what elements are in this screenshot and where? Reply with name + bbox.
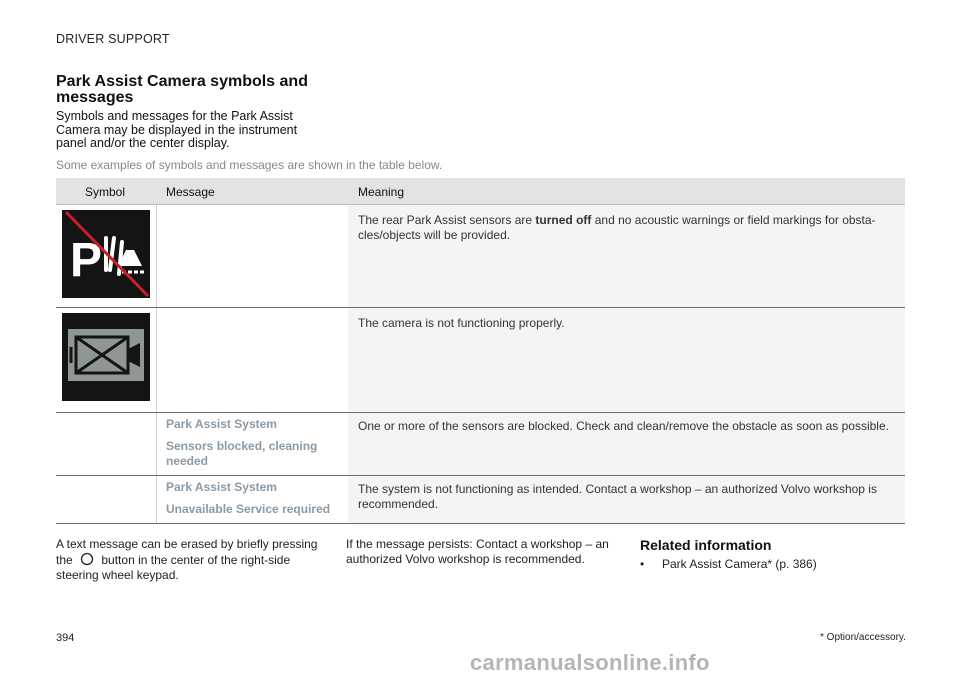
meaning-text: One or more of the sensors are blocked. Check and clean/remove the obstacle as soon as possible. [358, 419, 889, 433]
column-header-meaning: Meaning [358, 185, 405, 199]
section-header: DRIVER SUPPORT [56, 32, 170, 46]
table-header [56, 178, 905, 205]
message-cell [156, 205, 349, 307]
related-heading: Related information [640, 537, 772, 553]
message-cell [156, 413, 349, 475]
page-title: Park Assist Camera symbols and messages [56, 73, 308, 106]
table-row [56, 308, 905, 413]
watermark: carmanualsonline.info [470, 650, 710, 675]
column-header-symbol: Symbol [85, 185, 126, 199]
camera-malfunction-icon [62, 313, 150, 401]
message-body: Sensors blocked, cleaning needed [166, 439, 318, 468]
message-cell [156, 476, 349, 523]
table-lead-text: Some examples of symbols and messages are shown in the table below. [56, 158, 443, 172]
table-row [56, 413, 905, 476]
persist-message-text: If the message persists: Contact a workshop – an authorized Volvo workshop is recommended. [346, 537, 609, 566]
meaning-cell [348, 476, 905, 523]
meaning-cell [348, 413, 905, 475]
column-header-message: Message [166, 185, 215, 199]
related-link-label[interactable]: Park Assist Camera* (p. 386) [662, 557, 817, 571]
meaning-cell [348, 308, 905, 412]
o-button-icon [79, 552, 95, 566]
table-row [56, 205, 905, 308]
symbol-cell [56, 308, 157, 412]
symbol-cell [56, 205, 157, 307]
table-row [56, 476, 905, 524]
meaning-text: The camera is not functioning properly. [358, 316, 565, 330]
meaning-cell [348, 205, 905, 307]
message-cell [156, 308, 349, 412]
symbol-cell [56, 476, 157, 523]
page-number: 394 [56, 632, 75, 644]
intro-text: Symbols and messages for the Park Assist Camera may be displayed in the instrument panel and/or the center display. [56, 109, 298, 150]
message-title: Park Assist System [166, 480, 277, 494]
footnote: * Option/accessory. [820, 632, 906, 643]
related-link[interactable] [640, 557, 817, 571]
bullet: • [640, 557, 645, 571]
meaning-text: The rear Park Assist sensors are turned off and no acoustic warnings or field markings for obsta-cles/objects will be provided. [358, 213, 876, 242]
park-assist-off-icon [62, 210, 150, 298]
message-body: Unavailable Service required [166, 502, 331, 516]
message-title: Park Assist System [166, 417, 277, 431]
meaning-text: The system is not functioning as intended. Contact a workshop – an authorized Volvo workshop is recommended. [358, 482, 877, 511]
erase-message-text: A text message can be erased by briefly pressing the button in the center of the right-side steering wheel keypad. [56, 537, 318, 582]
svg-text:P: P [70, 234, 103, 287]
symbol-cell [56, 413, 157, 475]
meaning-emphasis: turned off [535, 213, 592, 227]
